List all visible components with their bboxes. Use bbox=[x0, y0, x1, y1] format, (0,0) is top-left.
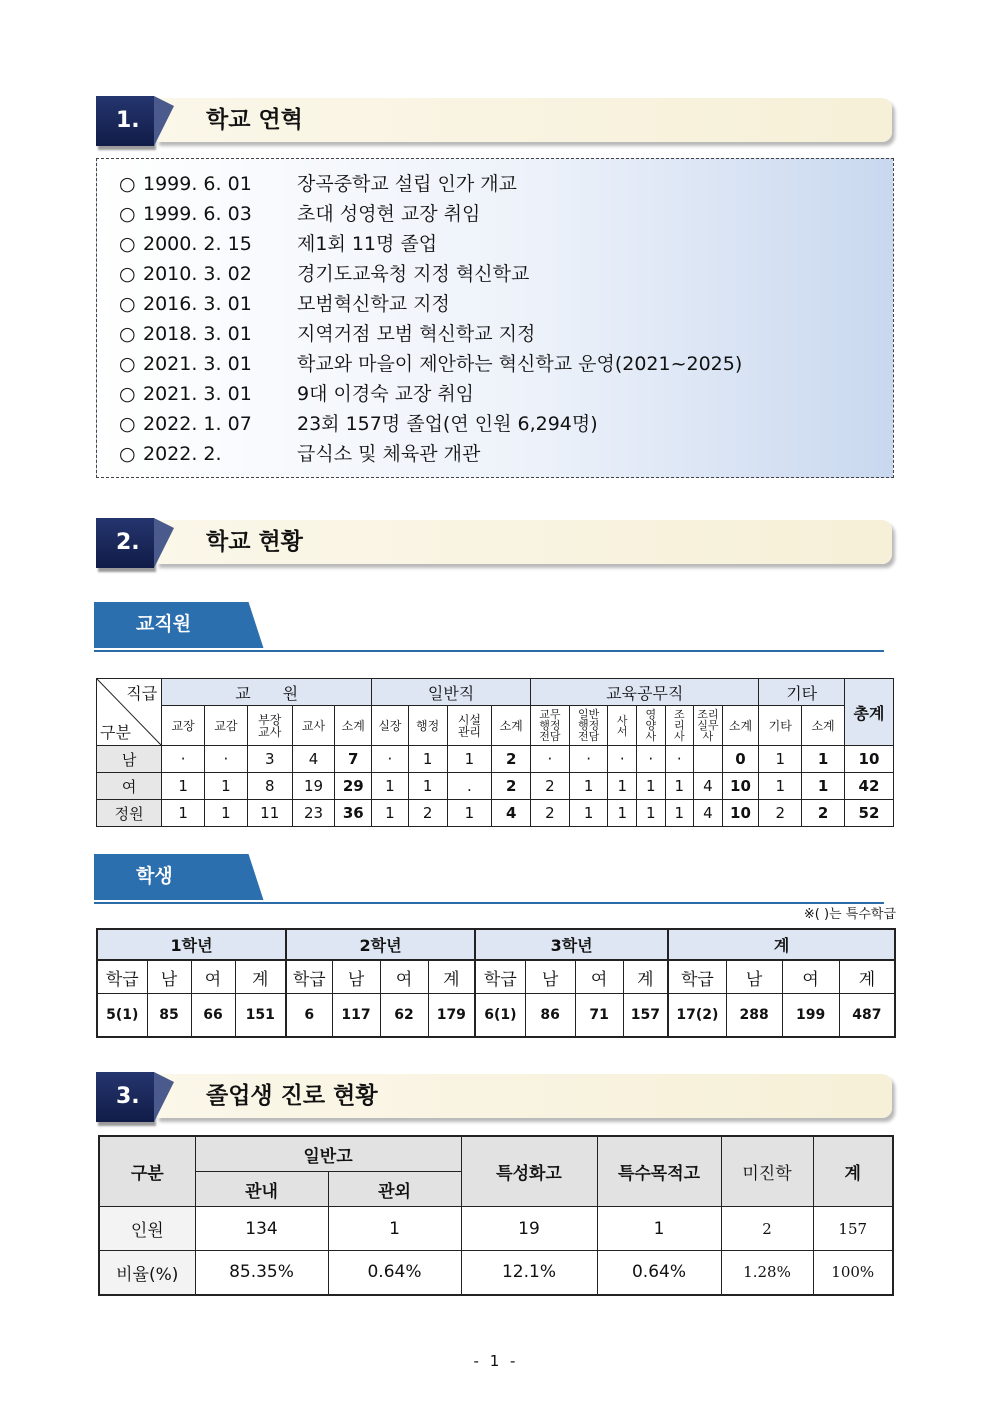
table-cell: 2 bbox=[492, 746, 531, 773]
history-date: 2016. 3. 01 bbox=[143, 293, 252, 315]
table-cell: 1 bbox=[802, 773, 845, 800]
history-date: 2022. 1. 07 bbox=[143, 413, 252, 435]
column-header: 학급 bbox=[286, 960, 332, 994]
bullet-icon: ○ bbox=[119, 383, 136, 405]
table-cell: 1 bbox=[205, 800, 248, 827]
bullet-icon: ○ bbox=[119, 413, 136, 435]
table-cell: 0 bbox=[722, 746, 759, 773]
column-header: 기타 bbox=[759, 706, 802, 746]
students-tab-label: 학생 bbox=[94, 854, 244, 900]
column-header: 학급 bbox=[475, 960, 525, 994]
column-header: 미진학 bbox=[721, 1136, 813, 1207]
table-cell: 0.64% bbox=[328, 1251, 461, 1295]
history-date: 2010. 3. 02 bbox=[143, 263, 252, 285]
row-label: 정원 bbox=[97, 800, 162, 827]
table-cell: 10 bbox=[722, 800, 759, 827]
table-cell: 6 bbox=[286, 994, 332, 1038]
column-header: 조 리 사 bbox=[665, 706, 694, 746]
column-header: 남 bbox=[525, 960, 575, 994]
column-header: 영 양 사 bbox=[637, 706, 666, 746]
history-text: 23회 157명 졸업(연 인원 6,294명) bbox=[297, 413, 598, 435]
column-header: 소계 bbox=[802, 706, 845, 746]
group-header: 기타 bbox=[759, 679, 845, 706]
column-header: 특수목적고 bbox=[597, 1136, 721, 1207]
column-header: 여 bbox=[380, 960, 428, 994]
history-date: 2000. 2. 15 bbox=[143, 233, 252, 255]
history-text: 제1회 11명 졸업 bbox=[297, 233, 438, 255]
history-item bbox=[119, 199, 480, 229]
table-cell: 17(2) bbox=[668, 994, 726, 1038]
column-header: 교감 bbox=[205, 706, 248, 746]
group-header: 교 원 bbox=[162, 679, 372, 706]
section-title: 졸업생 진로 현황 bbox=[206, 1083, 378, 1109]
column-header: 교사 bbox=[292, 706, 335, 746]
column-header: 남 bbox=[147, 960, 191, 994]
section-header-history bbox=[96, 96, 896, 154]
bullet-icon: ○ bbox=[119, 263, 136, 285]
table-cell: 66 bbox=[191, 994, 235, 1038]
table-cell: 157 bbox=[623, 994, 668, 1038]
grade-header: 3학년 bbox=[475, 929, 668, 960]
table-cell: 1 bbox=[637, 800, 666, 827]
table-cell: 23 bbox=[292, 800, 335, 827]
table-cell: 2 bbox=[531, 800, 570, 827]
special-class-note: ※( )는 특수학급 bbox=[803, 907, 896, 922]
history-item bbox=[119, 169, 517, 199]
table-cell: 0.64% bbox=[597, 1251, 721, 1295]
table-cell: 2 bbox=[721, 1207, 813, 1251]
table-cell: 157 bbox=[813, 1207, 893, 1251]
section-title: 학교 연혁 bbox=[206, 107, 303, 133]
history-text: 9대 이경숙 교장 취임 bbox=[297, 383, 475, 405]
corner-bottom-label: 구분 bbox=[100, 723, 131, 742]
table-cell: 487 bbox=[839, 994, 895, 1038]
history-date: 2021. 3. 01 bbox=[143, 353, 252, 375]
table-cell: 1 bbox=[665, 800, 694, 827]
history-text: 초대 성영현 교장 취임 bbox=[297, 203, 481, 225]
table-cell: 199 bbox=[782, 994, 839, 1038]
table-cell: 1 bbox=[447, 800, 492, 827]
table-cell: 7 bbox=[335, 746, 372, 773]
table-cell: 6(1) bbox=[475, 994, 525, 1038]
column-header: 조리 실무 사 bbox=[694, 706, 723, 746]
grade-header: 계 bbox=[668, 929, 895, 960]
column-header: 관외 bbox=[328, 1172, 461, 1207]
history-date: 1999. 6. 01 bbox=[143, 173, 252, 195]
table-cell: 1 bbox=[597, 1207, 721, 1251]
column-header: 실장 bbox=[372, 706, 409, 746]
column-header: 여 bbox=[575, 960, 623, 994]
bullet-icon: ○ bbox=[119, 233, 136, 255]
table-cell: 42 bbox=[844, 773, 893, 800]
column-header: 계 bbox=[428, 960, 475, 994]
table-cell: 288 bbox=[726, 994, 782, 1038]
history-item bbox=[119, 289, 450, 319]
table-cell: 117 bbox=[332, 994, 380, 1038]
table-cell: 1 bbox=[665, 773, 694, 800]
table-cell: 1 bbox=[608, 773, 637, 800]
history-item bbox=[119, 229, 437, 259]
table-cell: 134 bbox=[195, 1207, 328, 1251]
section-header-graduates bbox=[96, 1072, 896, 1130]
column-header: 관내 bbox=[195, 1172, 328, 1207]
column-header: 행정 bbox=[408, 706, 447, 746]
table-cell: 62 bbox=[380, 994, 428, 1038]
students-table bbox=[96, 928, 896, 1038]
table-cell: 4 bbox=[694, 773, 723, 800]
section-number: 1. bbox=[96, 96, 154, 146]
table-cell: 1 bbox=[162, 773, 205, 800]
table-cell: 19 bbox=[461, 1207, 597, 1251]
table-cell: 151 bbox=[235, 994, 286, 1038]
graduates-table bbox=[98, 1135, 894, 1296]
section-header-status bbox=[96, 518, 896, 576]
row-label: 비율(%) bbox=[99, 1251, 195, 1295]
table-cell: 3 bbox=[247, 746, 292, 773]
column-header: 소계 bbox=[492, 706, 531, 746]
history-item bbox=[119, 409, 598, 439]
bullet-icon: ○ bbox=[119, 293, 136, 315]
table-cell: 1 bbox=[447, 746, 492, 773]
students-subheader bbox=[94, 854, 884, 904]
bullet-icon: ○ bbox=[119, 323, 136, 345]
table-cell: . bbox=[447, 773, 492, 800]
table-cell: 1 bbox=[408, 746, 447, 773]
table-cell: 1 bbox=[759, 773, 802, 800]
bullet-icon: ○ bbox=[119, 203, 136, 225]
column-header: 계 bbox=[839, 960, 895, 994]
column-header: 특성화고 bbox=[461, 1136, 597, 1207]
section-title: 학교 현황 bbox=[206, 529, 303, 555]
table-cell: 1 bbox=[802, 746, 845, 773]
column-header: 남 bbox=[726, 960, 782, 994]
history-text: 경기도교육청 지정 혁신학교 bbox=[297, 263, 530, 285]
column-header: 일반 행정 전담 bbox=[569, 706, 608, 746]
table-cell: 52 bbox=[844, 800, 893, 827]
history-item bbox=[119, 439, 480, 469]
table-cell: 2 bbox=[759, 800, 802, 827]
section-number: 3. bbox=[96, 1072, 154, 1122]
column-header: 소계 bbox=[335, 706, 372, 746]
table-cell: 1 bbox=[205, 773, 248, 800]
table-cell: 2 bbox=[802, 800, 845, 827]
table-cell: 1 bbox=[372, 800, 409, 827]
table-row bbox=[97, 746, 894, 773]
column-header: 일반고 bbox=[195, 1136, 461, 1172]
table-cell bbox=[694, 746, 723, 773]
table-cell: · bbox=[608, 746, 637, 773]
column-header: 구분 bbox=[99, 1136, 195, 1207]
column-header: 남 bbox=[332, 960, 380, 994]
column-header: 학급 bbox=[668, 960, 726, 994]
grade-header: 2학년 bbox=[286, 929, 475, 960]
group-header: 일반직 bbox=[372, 679, 531, 706]
table-cell: 85.35% bbox=[195, 1251, 328, 1295]
column-header: 교장 bbox=[162, 706, 205, 746]
history-text: 장곡중학교 설립 인가 개교 bbox=[297, 173, 518, 195]
history-box bbox=[96, 158, 894, 478]
row-label: 남 bbox=[97, 746, 162, 773]
table-cell: 1 bbox=[372, 773, 409, 800]
corner-top-label: 직급 bbox=[126, 684, 158, 703]
table-cell: 1.28% bbox=[721, 1251, 813, 1295]
history-item bbox=[119, 319, 535, 349]
column-header: 학급 bbox=[97, 960, 147, 994]
table-cell: 4 bbox=[292, 746, 335, 773]
column-header: 교무 행정 전담 bbox=[531, 706, 570, 746]
table-cell: 8 bbox=[247, 773, 292, 800]
table-cell: 19 bbox=[292, 773, 335, 800]
table-cell: 179 bbox=[428, 994, 475, 1038]
table-cell: · bbox=[665, 746, 694, 773]
history-text: 모범혁신학교 지정 bbox=[297, 293, 450, 315]
table-cell: · bbox=[205, 746, 248, 773]
table-cell: 10 bbox=[844, 746, 893, 773]
corner-cell bbox=[97, 679, 162, 746]
column-header: 시설 관리 bbox=[447, 706, 492, 746]
table-cell: 1 bbox=[637, 773, 666, 800]
column-header: 계 bbox=[623, 960, 668, 994]
history-item bbox=[119, 349, 742, 379]
table-cell: 1 bbox=[759, 746, 802, 773]
group-header: 교육공무직 bbox=[531, 679, 759, 706]
table-cell: 4 bbox=[492, 800, 531, 827]
history-date: 2021. 3. 01 bbox=[143, 383, 252, 405]
table-cell: 71 bbox=[575, 994, 623, 1038]
table-cell: · bbox=[372, 746, 409, 773]
table-cell: 1 bbox=[569, 773, 608, 800]
table-cell: 1 bbox=[569, 800, 608, 827]
column-header: 여 bbox=[782, 960, 839, 994]
table-cell: 100% bbox=[813, 1251, 893, 1295]
column-header: 계 bbox=[235, 960, 286, 994]
history-date: 2022. 2. bbox=[143, 443, 222, 465]
table-row bbox=[97, 773, 894, 800]
row-label: 인원 bbox=[99, 1207, 195, 1251]
table-cell: · bbox=[162, 746, 205, 773]
history-item bbox=[119, 379, 474, 409]
staff-table bbox=[96, 678, 894, 827]
table-row bbox=[97, 800, 894, 827]
history-item bbox=[119, 259, 529, 289]
table-row bbox=[99, 1251, 893, 1295]
table-cell: 2 bbox=[492, 773, 531, 800]
staff-subheader bbox=[94, 602, 884, 652]
column-header: 사 서 bbox=[608, 706, 637, 746]
staff-tab-label: 교직원 bbox=[94, 602, 244, 648]
history-date: 2018. 3. 01 bbox=[143, 323, 252, 345]
column-header: 여 bbox=[191, 960, 235, 994]
history-text: 지역거점 모범 혁신학교 지정 bbox=[297, 323, 536, 345]
table-cell: 1 bbox=[608, 800, 637, 827]
bullet-icon: ○ bbox=[119, 443, 136, 465]
table-cell: · bbox=[637, 746, 666, 773]
table-cell: 2 bbox=[408, 800, 447, 827]
table-cell: · bbox=[531, 746, 570, 773]
table-cell: 1 bbox=[328, 1207, 461, 1251]
table-cell: · bbox=[569, 746, 608, 773]
table-cell: 4 bbox=[694, 800, 723, 827]
group-header: 총계 bbox=[844, 679, 893, 746]
table-cell: 12.1% bbox=[461, 1251, 597, 1295]
page-number: - 1 - bbox=[473, 1352, 519, 1370]
table-cell: 85 bbox=[147, 994, 191, 1038]
table-cell: 86 bbox=[525, 994, 575, 1038]
table-row bbox=[97, 994, 895, 1038]
bullet-icon: ○ bbox=[119, 173, 136, 195]
table-cell: 2 bbox=[531, 773, 570, 800]
table-cell: 1 bbox=[408, 773, 447, 800]
bullet-icon: ○ bbox=[119, 353, 136, 375]
column-header: 소계 bbox=[722, 706, 759, 746]
history-text: 학교와 마을이 제안하는 혁신학교 운영(2021~2025) bbox=[297, 353, 743, 375]
table-cell: 10 bbox=[722, 773, 759, 800]
table-cell: 29 bbox=[335, 773, 372, 800]
section-number: 2. bbox=[96, 518, 154, 568]
column-header: 부장 교사 bbox=[247, 706, 292, 746]
table-row bbox=[99, 1207, 893, 1251]
table-cell: 36 bbox=[335, 800, 372, 827]
table-cell: 5(1) bbox=[97, 994, 147, 1038]
grade-header: 1학년 bbox=[97, 929, 286, 960]
table-cell: 1 bbox=[162, 800, 205, 827]
table-cell: 11 bbox=[247, 800, 292, 827]
column-header: 계 bbox=[813, 1136, 893, 1207]
history-text: 급식소 및 체육관 개관 bbox=[297, 443, 481, 465]
row-label: 여 bbox=[97, 773, 162, 800]
history-date: 1999. 6. 03 bbox=[143, 203, 252, 225]
